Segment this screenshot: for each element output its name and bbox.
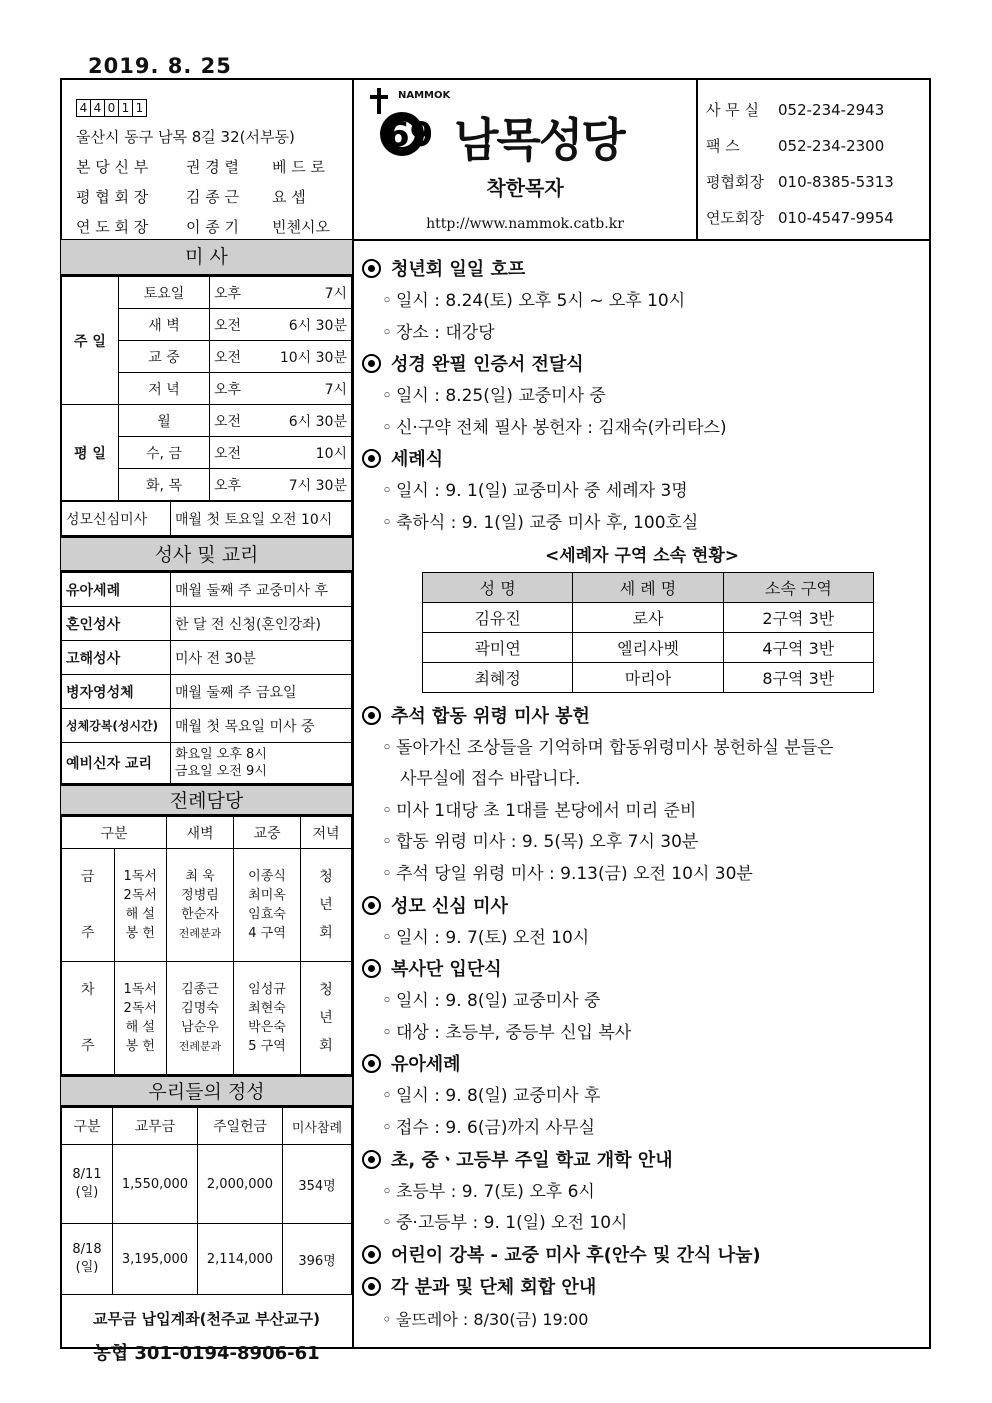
date-line: (일) bbox=[75, 1185, 99, 1200]
mass-day: 저 녁 bbox=[119, 373, 210, 405]
mass-schedule-table bbox=[61, 276, 352, 501]
role: 1독서 bbox=[123, 869, 157, 884]
notice-line bbox=[362, 381, 922, 413]
bullseye-icon bbox=[362, 1245, 381, 1264]
table-row bbox=[423, 572, 874, 602]
contact-label: 사 무 실 bbox=[706, 101, 760, 119]
role-list bbox=[114, 962, 167, 1075]
bullseye-icon bbox=[362, 1054, 381, 1073]
table-row bbox=[62, 709, 352, 743]
table-row bbox=[62, 743, 352, 784]
bullseye-icon bbox=[362, 354, 381, 373]
sacrament-label: 유아세례 bbox=[62, 573, 171, 607]
bulletin-date: 2019. 8. 25 bbox=[88, 54, 232, 78]
column-header: 미사참례 bbox=[283, 1108, 352, 1145]
circle-bullet-icon: ◦ bbox=[382, 512, 393, 533]
contact-value: 010-4547-9954 bbox=[778, 209, 894, 227]
catechumen-line: 화요일 오후 8시 bbox=[175, 747, 267, 762]
sacrament-value: 매월 둘째 주 교중미사 후 bbox=[171, 573, 352, 607]
notice-line bbox=[362, 476, 922, 508]
mass-day: 새 벽 bbox=[119, 309, 210, 341]
role: 해 설 bbox=[125, 907, 155, 922]
column-header: 교무금 bbox=[113, 1108, 198, 1145]
mass-day: 화, 목 bbox=[119, 469, 210, 501]
column-header: 저녁 bbox=[301, 817, 352, 849]
circle-bullet-icon: ◦ bbox=[382, 386, 393, 407]
person: 최현숙 bbox=[248, 1001, 286, 1016]
notice-title-text: 각 분과 및 단체 회합 안내 bbox=[391, 1276, 597, 1298]
table-row bbox=[62, 641, 352, 675]
catechumen-line: 금요일 오전 9시 bbox=[175, 764, 267, 779]
baptism-table bbox=[422, 572, 874, 693]
logo-name: 남목성당 bbox=[454, 113, 624, 167]
circle-bullet-icon: ◦ bbox=[382, 322, 393, 343]
notice-title bbox=[362, 891, 922, 923]
contact-row bbox=[706, 92, 928, 128]
notice-line-text: 신·구약 전체 필사 봉헌자 : 김재숙(카리타스) bbox=[396, 417, 727, 438]
offering-section-title: 우리들의 정성 bbox=[61, 1075, 352, 1107]
notice-line-text: 중·고등부 : 9. 1(일) 오전 10시 bbox=[396, 1213, 628, 1234]
bulletin-motto: 착한목자 bbox=[486, 176, 564, 200]
left-column bbox=[61, 240, 352, 1365]
bullseye-icon bbox=[362, 959, 381, 978]
notice-line-text: 돌아가신 조상들을 기억하며 합동위령미사 봉헌하실 분들은 bbox=[396, 737, 834, 758]
notice-line-text: 추석 당일 위령 미사 : 9.13(금) 오전 10시 30분 bbox=[396, 863, 753, 884]
notice-title bbox=[362, 1240, 922, 1272]
contact-value: 052-234-2943 bbox=[778, 101, 885, 119]
circle-bullet-icon: ◦ bbox=[382, 832, 393, 853]
week-char: 주 bbox=[80, 925, 95, 941]
notice-title bbox=[362, 1272, 922, 1304]
notice-line-text: 접수 : 9. 6(금)까지 사무실 bbox=[396, 1117, 596, 1138]
notice-title-text: 어린이 강복 - 교중 미사 후(안수 및 간식 나눔) bbox=[391, 1244, 761, 1266]
logo-number: 69 bbox=[386, 115, 434, 155]
role-list bbox=[114, 849, 167, 962]
person: 임효숙 bbox=[248, 907, 286, 922]
notice-title bbox=[362, 1145, 922, 1177]
person: 전례분과 bbox=[178, 1040, 222, 1053]
contact-label: 연도회장 bbox=[706, 209, 764, 227]
parish-logo bbox=[368, 86, 688, 166]
column-header: 성 명 bbox=[423, 572, 573, 602]
person: 이종식 bbox=[248, 869, 286, 884]
role: 해 설 bbox=[125, 1020, 155, 1035]
bullseye-icon bbox=[362, 1277, 381, 1296]
notice-line-text: 일시 : 9. 7(토) 오전 10시 bbox=[396, 927, 590, 948]
main-list bbox=[234, 962, 301, 1075]
staff-baptismal-name: 요 셉 bbox=[272, 188, 306, 206]
notice-block bbox=[362, 254, 922, 349]
dawn-list bbox=[167, 962, 234, 1075]
table-row bbox=[423, 662, 874, 692]
column-header: 소속 구역 bbox=[723, 572, 873, 602]
notice-line bbox=[362, 796, 922, 828]
person: 김종근 bbox=[181, 982, 219, 997]
notice-block bbox=[362, 701, 922, 891]
date-line: 8/18 bbox=[72, 1242, 102, 1257]
parish-info bbox=[76, 92, 352, 242]
person: 최미옥 bbox=[248, 888, 286, 903]
mass-day: 토요일 bbox=[119, 277, 210, 309]
mass-time: 10시 bbox=[258, 437, 352, 469]
contact-row bbox=[706, 128, 928, 164]
notice-title bbox=[362, 254, 922, 286]
role: 봉 헌 bbox=[125, 1039, 155, 1054]
sacrament-label: 병자영성체 bbox=[62, 675, 171, 709]
staff-baptismal-name: 빈첸시오 bbox=[272, 218, 330, 236]
role: 봉 헌 bbox=[125, 926, 155, 941]
date-line: (일) bbox=[75, 1260, 99, 1275]
sacrament-label: 성체강복(성시간) bbox=[62, 709, 171, 743]
offering-table bbox=[61, 1107, 352, 1295]
notice-line-continued: 사무실에 접수 바랍니다. bbox=[400, 769, 581, 790]
contact-label: 팩 스 bbox=[706, 137, 740, 155]
offering-date bbox=[62, 1224, 113, 1295]
table-row bbox=[62, 1224, 352, 1295]
notice-line bbox=[362, 318, 922, 350]
contact-row bbox=[706, 164, 928, 200]
circle-bullet-icon: ◦ bbox=[382, 1117, 393, 1138]
staff-row bbox=[76, 212, 352, 242]
offering-date bbox=[62, 1145, 113, 1224]
zip-digit: 1 bbox=[118, 99, 133, 117]
table-cell: 4구역 3반 bbox=[723, 632, 873, 662]
sunday-offering: 2,000,000 bbox=[198, 1145, 283, 1224]
sunday-offering: 2,114,000 bbox=[198, 1224, 283, 1295]
baptism-table-caption: <세례자 구역 소속 현황> bbox=[544, 545, 740, 566]
mass-time: 7시 bbox=[258, 373, 352, 405]
notice-block bbox=[362, 1272, 922, 1336]
table-cell: 로사 bbox=[573, 602, 723, 632]
mass-ampm: 오전 bbox=[210, 341, 259, 373]
contact-value: 010-8385-5313 bbox=[778, 173, 894, 191]
notice-title bbox=[362, 349, 922, 381]
evening-char: 회 bbox=[319, 925, 333, 941]
circle-bullet-icon: ◦ bbox=[382, 863, 393, 884]
notice-line-text: 대상 : 초등부, 중등부 신입 복사 bbox=[396, 1022, 632, 1043]
account-number: 농협 301-0194-8906-61 bbox=[93, 1343, 320, 1364]
circle-bullet-icon: ◦ bbox=[382, 1086, 393, 1107]
notice-block bbox=[362, 891, 922, 955]
mass-section-title: 미 사 bbox=[61, 240, 352, 276]
person: 전례분과 bbox=[178, 927, 222, 940]
evening-list bbox=[301, 849, 352, 962]
evening-char: 년 bbox=[319, 897, 333, 913]
table-row bbox=[62, 277, 352, 309]
table-cell: 엘리사벳 bbox=[573, 632, 723, 662]
table-cell: 최혜정 bbox=[423, 662, 573, 692]
evening-char: 회 bbox=[319, 1038, 333, 1054]
notice-line bbox=[362, 286, 922, 318]
evening-char: 청 bbox=[319, 982, 333, 998]
column-header: 새벽 bbox=[167, 817, 234, 849]
table-row bbox=[62, 502, 352, 536]
notice-title-text: 세례식 bbox=[391, 449, 444, 471]
sunday-label: 주 일 bbox=[62, 277, 119, 405]
person: 박은숙 bbox=[248, 1020, 286, 1035]
bullseye-icon bbox=[362, 706, 381, 725]
notice-line bbox=[362, 1113, 922, 1145]
notice-line bbox=[362, 1304, 922, 1336]
table-row bbox=[62, 607, 352, 641]
notice-line-text: 일시 : 9. 8(일) 교중미사 후 bbox=[396, 1086, 601, 1107]
column-header: 구분 bbox=[62, 1108, 113, 1145]
mass-time: 7시 30분 bbox=[258, 469, 352, 501]
table-cell: 곽미연 bbox=[423, 632, 573, 662]
notice-line bbox=[362, 1081, 922, 1113]
staff-name: 김 종 근 bbox=[186, 188, 240, 206]
mass-ampm: 오후 bbox=[210, 469, 259, 501]
person: 정병림 bbox=[181, 888, 219, 903]
person: 김명숙 bbox=[181, 1001, 219, 1016]
liturgy-section-title: 전례담당 bbox=[61, 784, 352, 816]
evening-char: 청 bbox=[319, 869, 333, 885]
notice-line bbox=[362, 923, 922, 955]
table-row bbox=[62, 675, 352, 709]
notice-title bbox=[362, 444, 922, 476]
person: 4 구역 bbox=[248, 926, 286, 941]
circle-bullet-icon: ◦ bbox=[382, 417, 393, 438]
notice-title-text: 성경 완필 인증서 전달식 bbox=[391, 354, 584, 376]
person: 최 욱 bbox=[185, 869, 215, 884]
zip-code bbox=[76, 99, 146, 117]
account-label: 교무금 납입계좌(천주교 부산교구) bbox=[92, 1310, 321, 1328]
notice-line bbox=[362, 859, 922, 891]
notice-title-text: 유아세례 bbox=[391, 1054, 461, 1076]
logo-small-text: NAMMOK bbox=[398, 90, 451, 101]
zip-digit: 0 bbox=[104, 99, 119, 117]
column-header: 구분 bbox=[62, 817, 167, 849]
staff-row bbox=[76, 152, 352, 182]
notice-line-text: 일시 : 9. 1(일) 교중미사 중 세례자 3명 bbox=[396, 481, 688, 502]
circle-bullet-icon: ◦ bbox=[382, 991, 393, 1012]
sacrament-label: 혼인성사 bbox=[62, 607, 171, 641]
notice-line-text: 일시 : 9. 8(일) 교중미사 중 bbox=[396, 991, 601, 1012]
person: 남순우 bbox=[181, 1020, 219, 1035]
weekday-label: 평 일 bbox=[62, 405, 119, 501]
week-char: 금 bbox=[80, 869, 95, 885]
bullseye-icon bbox=[362, 1150, 381, 1169]
week-label bbox=[62, 962, 115, 1075]
staff-name: 이 종 기 bbox=[186, 218, 240, 236]
sacrament-value: 한 달 전 신청(혼인강좌) bbox=[171, 607, 352, 641]
notice-title-text: 성모 신심 미사 bbox=[391, 895, 508, 917]
circle-bullet-icon: ◦ bbox=[382, 800, 393, 821]
table-cell: 김유진 bbox=[423, 602, 573, 632]
notice-title-text: 복사단 입단식 bbox=[391, 959, 502, 981]
circle-bullet-icon: ◦ bbox=[382, 1213, 393, 1234]
mass-day: 월 bbox=[119, 405, 210, 437]
main-list bbox=[234, 849, 301, 962]
role: 2독서 bbox=[123, 888, 157, 903]
tithe-amount: 3,195,000 bbox=[113, 1224, 198, 1295]
table-row bbox=[62, 849, 352, 962]
notice-line bbox=[362, 508, 922, 540]
mass-time: 10시 30분 bbox=[258, 341, 352, 373]
notices-column bbox=[362, 254, 922, 1335]
week-label bbox=[62, 849, 115, 962]
notice-title bbox=[362, 954, 922, 986]
notice-block bbox=[362, 444, 922, 539]
contact-divider bbox=[696, 78, 698, 240]
column-header: 주일헌금 bbox=[198, 1108, 283, 1145]
table-row bbox=[62, 962, 352, 1075]
mass-ampm: 오후 bbox=[210, 277, 259, 309]
notice-title-text: 초, 중ㆍ고등부 주일 학교 개학 안내 bbox=[391, 1149, 673, 1171]
circle-bullet-icon: ◦ bbox=[382, 291, 393, 311]
circle-bullet-icon: ◦ bbox=[382, 1022, 393, 1043]
marian-mass-table bbox=[61, 501, 352, 536]
sacraments-section-title: 성사 및 교리 bbox=[61, 536, 352, 572]
staff-row bbox=[76, 182, 352, 212]
sacrament-value: 미사 전 30분 bbox=[171, 641, 352, 675]
notice-line-text: 합동 위령 미사 : 9. 5(목) 오후 7시 30분 bbox=[396, 832, 699, 853]
mass-time: 6시 30분 bbox=[258, 309, 352, 341]
notice-line-text: 축하식 : 9. 1(일) 교중 미사 후, 100호실 bbox=[396, 512, 699, 533]
contact-label: 평협회장 bbox=[706, 173, 764, 191]
bullseye-icon bbox=[362, 896, 381, 915]
notice-line bbox=[362, 1208, 922, 1240]
notice-title bbox=[362, 1049, 922, 1081]
person: 한순자 bbox=[181, 907, 219, 922]
zip-digit: 4 bbox=[90, 99, 105, 117]
notice-line-text: 울뜨레아 : 8/30(금) 19:00 bbox=[396, 1309, 589, 1329]
notice-block bbox=[362, 1145, 922, 1240]
zip-digit: 1 bbox=[132, 99, 147, 117]
staff-role: 평 협 회 장 bbox=[76, 188, 149, 206]
evening-list bbox=[301, 962, 352, 1075]
marian-mass-label: 성모신심미사 bbox=[62, 502, 171, 536]
notice-block bbox=[362, 954, 922, 1049]
circle-bullet-icon: ◦ bbox=[382, 1181, 393, 1202]
table-row bbox=[423, 632, 874, 662]
notice-line-text: 장소 : 대강당 bbox=[396, 322, 495, 343]
notice-title-text: 청년회 일일 호프 bbox=[391, 259, 526, 280]
liturgy-table bbox=[61, 816, 352, 1075]
zip-digit: 4 bbox=[76, 99, 91, 117]
bullseye-icon bbox=[362, 449, 381, 468]
table-cell: 8구역 3반 bbox=[723, 662, 873, 692]
contact-row bbox=[706, 200, 928, 236]
evening-char: 년 bbox=[319, 1010, 333, 1026]
catechumen-label: 예비신자 교리 bbox=[62, 743, 171, 784]
catechumen-schedule bbox=[171, 743, 352, 784]
column-header: 교중 bbox=[234, 817, 301, 849]
notice-block bbox=[362, 349, 922, 444]
bullseye-icon bbox=[362, 259, 381, 278]
mass-ampm: 오후 bbox=[210, 373, 259, 405]
notice-title bbox=[362, 701, 922, 733]
sacrament-value: 매월 둘째 주 금요일 bbox=[171, 675, 352, 709]
staff-name: 권 경 렬 bbox=[186, 158, 240, 176]
notice-block bbox=[362, 1240, 922, 1272]
table-row bbox=[62, 817, 352, 849]
notice-line-text: 초등부 : 9. 7(토) 오후 6시 bbox=[396, 1181, 595, 1202]
table-row bbox=[62, 1145, 352, 1224]
week-char: 차 bbox=[80, 982, 95, 998]
table-cell: 마리아 bbox=[573, 662, 723, 692]
column-header: 세 례 명 bbox=[573, 572, 723, 602]
sacrament-value: 매월 첫 목요일 미사 중 bbox=[171, 709, 352, 743]
staff-role: 본 당 신 부 bbox=[76, 158, 149, 176]
attendance: 396명 bbox=[283, 1224, 352, 1295]
mass-time: 6시 30분 bbox=[258, 405, 352, 437]
mass-day: 교 중 bbox=[119, 341, 210, 373]
table-cell: 2구역 3반 bbox=[723, 602, 873, 632]
column-divider bbox=[352, 78, 354, 1349]
marian-mass-value: 매월 첫 토요일 오전 10시 bbox=[171, 502, 352, 536]
notice-line-text: 미사 1대당 초 1대를 본당에서 미리 준비 bbox=[396, 800, 697, 821]
mass-time: 7시 bbox=[258, 277, 352, 309]
table-row bbox=[62, 573, 352, 607]
notice-title-text: 추석 합동 위령 미사 봉헌 bbox=[391, 705, 590, 727]
table-row bbox=[423, 602, 874, 632]
sacrament-label: 고해성사 bbox=[62, 641, 171, 675]
notice-line bbox=[362, 1177, 922, 1209]
staff-role: 연 도 회 장 bbox=[76, 218, 149, 236]
circle-bullet-icon: ◦ bbox=[382, 927, 393, 948]
tithe-amount: 1,550,000 bbox=[113, 1145, 198, 1224]
notice-line-text: 일시 : 8.25(일) 교중미사 중 bbox=[396, 386, 606, 407]
mass-day: 수, 금 bbox=[119, 437, 210, 469]
person: 임성규 bbox=[248, 982, 286, 997]
notice-line bbox=[362, 733, 922, 765]
parish-url[interactable]: http://www.nammok.catb.kr bbox=[426, 216, 624, 232]
date-line: 8/11 bbox=[72, 1167, 102, 1182]
attendance: 354명 bbox=[283, 1145, 352, 1224]
sacraments-table bbox=[61, 572, 352, 784]
staff-baptismal-name: 베 드 로 bbox=[272, 158, 326, 176]
circle-bullet-icon: ◦ bbox=[382, 1309, 392, 1329]
notice-line bbox=[362, 1018, 922, 1050]
table-row bbox=[62, 405, 352, 437]
mass-ampm: 오전 bbox=[210, 309, 259, 341]
notice-line-text: 일시 : 8.24(토) 오후 5시 ~ 오후 10시 bbox=[396, 291, 686, 311]
parish-address: 울산시 동구 남목 8길 32(서부동) bbox=[76, 128, 295, 146]
notice-line bbox=[362, 827, 922, 859]
circle-bullet-icon: ◦ bbox=[382, 481, 393, 502]
dawn-list bbox=[167, 849, 234, 962]
mass-ampm: 오전 bbox=[210, 437, 259, 469]
notice-block bbox=[362, 1049, 922, 1144]
person: 5 구역 bbox=[248, 1039, 286, 1054]
role: 1독서 bbox=[123, 982, 157, 997]
table-row bbox=[62, 1108, 352, 1145]
circle-bullet-icon: ◦ bbox=[382, 737, 393, 758]
notice-line bbox=[362, 986, 922, 1018]
notice-line bbox=[362, 413, 922, 445]
mass-ampm: 오전 bbox=[210, 405, 259, 437]
contact-value: 052-234-2300 bbox=[778, 137, 885, 155]
contact-list bbox=[706, 92, 928, 236]
role: 2독서 bbox=[123, 1001, 157, 1016]
week-char: 주 bbox=[80, 1038, 95, 1054]
